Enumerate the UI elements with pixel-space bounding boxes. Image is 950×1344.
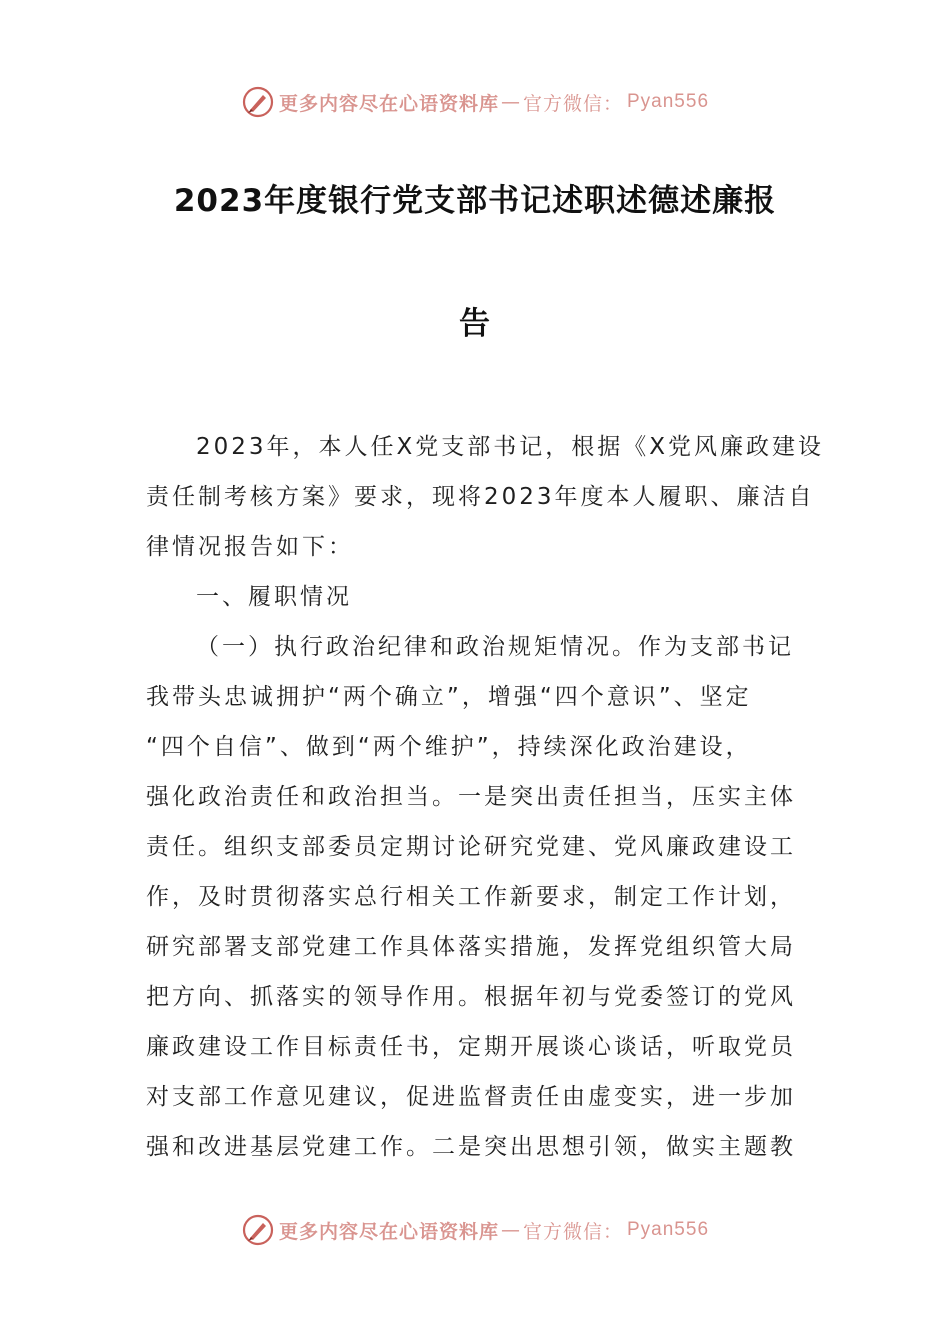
body-line-1: 2023年，本人任X党支部书记，根据《X党风廉政建设 xyxy=(196,434,825,460)
page-title-line-2: 告 xyxy=(459,306,491,342)
watermark-separator: — xyxy=(500,91,521,113)
pen-logo-icon xyxy=(241,85,275,119)
body-line-2: 责任制考核方案》要求，现将2023年度本人履职、廉洁自 xyxy=(146,484,815,510)
watermark-sub-text: 官方微信： xyxy=(522,1220,623,1243)
body-line-8: 强化政治责任和政治担当。一是突出责任担当，压实主体 xyxy=(146,784,796,810)
body-line-12: 把方向、抓落实的领导作用。根据年初与党委签订的党风 xyxy=(146,984,796,1010)
watermark-separator: — xyxy=(500,1219,521,1241)
body-line-6: 我带头忠诚拥护“两个确立”，增强“四个意识”、坚定 xyxy=(146,684,752,710)
body-line-9: 责任。组织支部委员定期讨论研究党建、党风廉政建设工 xyxy=(146,834,796,860)
body-line-5: （一）执行政治纪律和政治规矩情况。作为支部书记 xyxy=(196,634,794,660)
watermark-sub-text: 官方微信： xyxy=(522,92,623,115)
watermark-id: Pyan556 xyxy=(627,1219,710,1240)
section-heading: 一、履职情况 xyxy=(196,584,352,610)
watermark-id: Pyan556 xyxy=(627,91,710,112)
page-title-line-1: 2023年度银行党支部书记述职述德述廉报 xyxy=(173,183,777,219)
body-line-10: 作，及时贯彻落实总行相关工作新要求，制定工作计划， xyxy=(146,884,796,910)
footer-watermark xyxy=(0,1210,950,1250)
body-line-3: 律情况报告如下： xyxy=(146,534,354,560)
body-line-11: 研究部署支部党建工作具体落实措施，发挥党组织管大局 xyxy=(146,934,796,960)
body-line-7: “四个自信”、做到“两个维护”，持续深化政治建设， xyxy=(146,734,752,760)
pen-logo-icon xyxy=(241,1213,275,1247)
body-line-15: 强和改进基层党建工作。二是突出思想引领，做实主题教 xyxy=(146,1134,796,1160)
body-line-14: 对支部工作意见建议，促进监督责任由虚变实，进一步加 xyxy=(146,1084,796,1110)
watermark-main-text: 更多内容尽在心语资料库 xyxy=(278,92,499,115)
watermark-main-text: 更多内容尽在心语资料库 xyxy=(278,1220,499,1243)
body-line-13: 廉政建设工作目标责任书，定期开展谈心谈话，听取党员 xyxy=(146,1034,796,1060)
header-watermark xyxy=(0,82,950,122)
